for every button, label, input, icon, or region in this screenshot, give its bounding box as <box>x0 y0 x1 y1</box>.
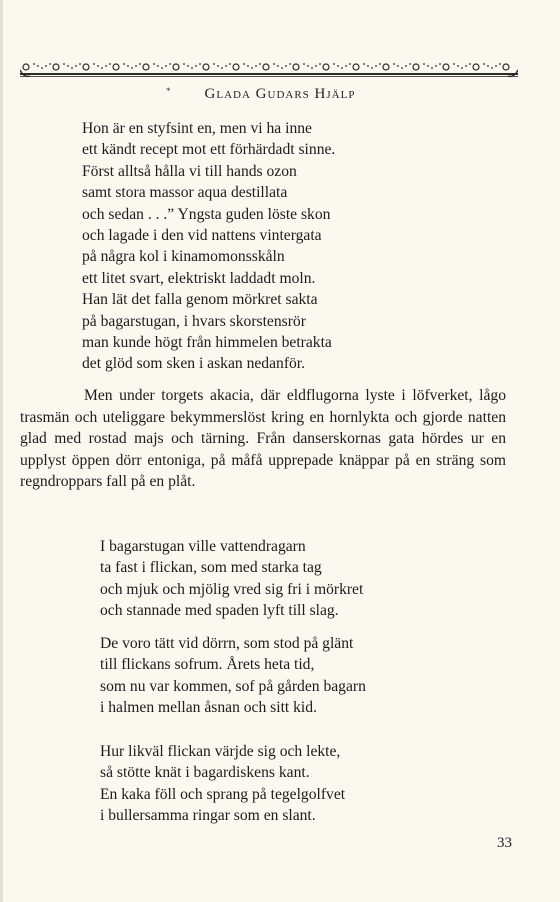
poem-line: det glöd som sken i askan nedanför. <box>82 355 306 373</box>
poem-line: I bagarstugan ville vattendragarn <box>100 538 306 555</box>
poem-line: De voro tätt vid dörrn, som stod på glänt <box>100 635 354 652</box>
poem-stanza-1 <box>82 118 335 375</box>
poem-line: i halmen mellan åsnan och sitt kid. <box>100 699 317 717</box>
running-head: Glada Gudars Hjälp <box>204 86 356 102</box>
star-ornament: * <box>166 86 171 96</box>
poem-line: man kunde högt från himmelen betrakta <box>82 334 332 352</box>
poem-line: och mjuk och mjölig vred sig fri i mörkret <box>100 580 364 598</box>
poem-line: En kaka föll och sprang på tegelgolfvet <box>100 785 346 803</box>
poem-line: och sedan . . .” Yngsta guden löste skon <box>82 205 331 223</box>
poem-line: Hon är en styfsint en, men vi ha inne <box>82 120 312 137</box>
poem-line: ett kändt recept mot ett förhärdadt sinne. <box>82 141 336 159</box>
poem-line: så stötte knät i bagardiskens kant. <box>100 764 310 782</box>
poem-line: som nu var kommen, sof på gården bagarn <box>100 677 366 695</box>
poem-line: samt stora massor aqua destillata <box>82 184 288 202</box>
poem-line: till flickans sofrum. Årets heta tid, <box>100 656 315 674</box>
poem-line: och stannade med spaden lyft till slag. <box>100 602 339 620</box>
poem-line: ett litet svart, elektriskt laddadt moln. <box>82 269 316 287</box>
poem-line: och lagade i den vid nattens vintergata <box>82 227 322 245</box>
decorative-border-ornament <box>20 60 518 84</box>
poem-stanza-3 <box>100 633 366 719</box>
ornament-chain-icon <box>20 60 518 84</box>
poem-stanza-4 <box>100 741 345 827</box>
page-number: 33 <box>497 835 512 851</box>
poem-line: Hur likväl flickan värjde sig och lekte, <box>100 743 341 760</box>
poem-line: Han lät det falla genom mörkret sakta <box>82 291 318 309</box>
page-edge <box>0 0 3 902</box>
poem-line: ta fast i flickan, som med starka tag <box>100 559 322 577</box>
poem-stanza-2 <box>100 536 363 622</box>
prose-paragraph: Men under torgets akacia, där eldflugorna lyste i löfverket, lågo trasmän och uteliggare bekymmerslöst kring en hornlykta och gjorde natten glad med rostad majs och tärning. Från danserskornas gata hördes ur en upplyst öppen dörr entoniga, på måfå upprepade knäppar på en sträng som regndroppars fall på en plåt. <box>20 387 506 491</box>
poem-line: på bagarstugan, i hvars skorstensrör <box>82 312 306 330</box>
poem-line: på några kol i kinamomonsskåln <box>82 248 285 266</box>
poem-line: Först alltså hålla vi till hands ozon <box>82 162 297 180</box>
poem-line: i bullersamma ringar som en slant. <box>100 807 316 825</box>
